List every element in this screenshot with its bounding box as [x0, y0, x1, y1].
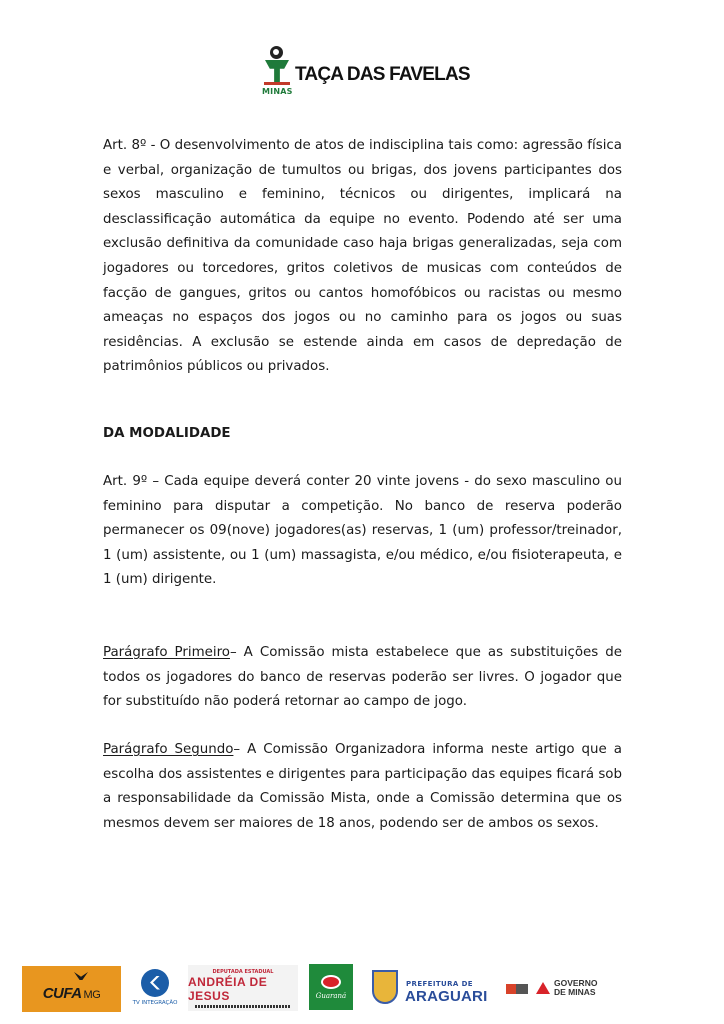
araguari-prefix: PREFEITURA DE — [406, 980, 473, 988]
tv-integracao-logo — [126, 962, 184, 1012]
tv-integracao-name: TV INTEGRAÇÃO — [132, 999, 178, 1006]
cufa-suffix: MG — [83, 988, 101, 1001]
paragrafo-primeiro-label: Parágrafo Primeiro — [103, 645, 230, 660]
andreia-de-jesus-logo — [188, 965, 298, 1011]
guarana-name: Guaraná — [315, 991, 347, 1000]
governo-line2: DE MINAS — [554, 987, 596, 997]
sponsor-footer — [22, 962, 612, 1014]
paragrafo-primeiro-text: – A Comissão mista estabelece que as substituições de todos os jogadores do banco de reservas poderão ser livres. O jogador que for substituído não poderá retornar ao campo de jogo. — [103, 645, 622, 710]
cufa-name: CUFA — [42, 984, 82, 1002]
andreia-title: DEPUTADA ESTADUAL — [212, 968, 274, 975]
trophy-base — [264, 82, 290, 85]
decorative-strip — [195, 1005, 291, 1008]
coat-of-arms-icon — [372, 970, 398, 1004]
brand-region: MINAS — [262, 87, 293, 96]
article-8: Art. 8º - O desenvolvimento de atos de indisciplina tais como: agressão física e verbal, organização de tumultos ou brigas, dos jovens participantes dos sexos masculino e feminino, técnicos ou dirigentes, implicará na desclassificação automática da equipe no evento. Podendo até ser uma exclusão definitiva da comunidade caso haja brigas generalizadas, seja com jogadores ou torcedores, gritos coletivos de musicas com conteúdos de facção de gangues, gritos ou cantos homofóbicos ou racistas ou mesmo ameaças no espaços dos jogos ou no caminho para os jogos ou suas residências. A exclusão se estende ainda em casos de depredação de patrimônios públicos ou privados. — [103, 138, 622, 375]
tv-integracao-icon — [141, 969, 169, 997]
paragrafo-segundo-label: Parágrafo Segundo — [103, 742, 234, 757]
paragrafo-segundo-text: – A Comissão Organizadora informa neste artigo que a escolha dos assistentes e dirigentes para participação das equipes ficará sob a responsabilidade da Comissão Mista, onde a Comissão determina que os mesmos devem ser maiores de 18 anos, podendo ser de ambos os sexos. — [103, 742, 622, 831]
araguari-name: ARAGUARI — [405, 988, 488, 1005]
triangle-icon — [536, 982, 550, 994]
trophy-emblem-icon — [262, 44, 292, 102]
taca-das-favelas-logo — [262, 44, 472, 102]
cufa-mg-logo — [22, 966, 121, 1012]
paragrafo-primeiro — [103, 641, 622, 715]
bird-icon — [74, 972, 88, 980]
governo-line1: GOVERNO — [554, 978, 598, 988]
prefeitura-araguari-logo — [368, 966, 492, 1012]
article-9: Art. 9º – Cada equipe deverá conter 20 vinte jovens - do sexo masculino ou feminino para disputar a competição. No banco de reserva poderão permanecer os 09(nove) jogadores(as) reservas, 1 (um) professor/treinador, 1 (um) assistente, ou 1 (um) massagista, e/ou médico, e/ou fisioterapeuta, e 1 (um) dirigente. — [103, 474, 622, 588]
paragrafo-segundo — [103, 738, 622, 836]
brand-title: TAÇA DAS FAVELAS — [295, 64, 470, 85]
state-emblem-icon — [506, 984, 528, 994]
guarana-logo — [309, 964, 353, 1010]
section-heading-modalidade: DA MODALIDADE — [103, 426, 231, 441]
governo-de-minas-logo — [506, 976, 612, 1004]
soccer-ball-icon — [270, 46, 283, 59]
andreia-name: ANDRÉIA DE JESUS — [188, 974, 268, 1003]
trophy-icon — [265, 60, 289, 82]
guarana-fruit-icon — [321, 975, 341, 989]
